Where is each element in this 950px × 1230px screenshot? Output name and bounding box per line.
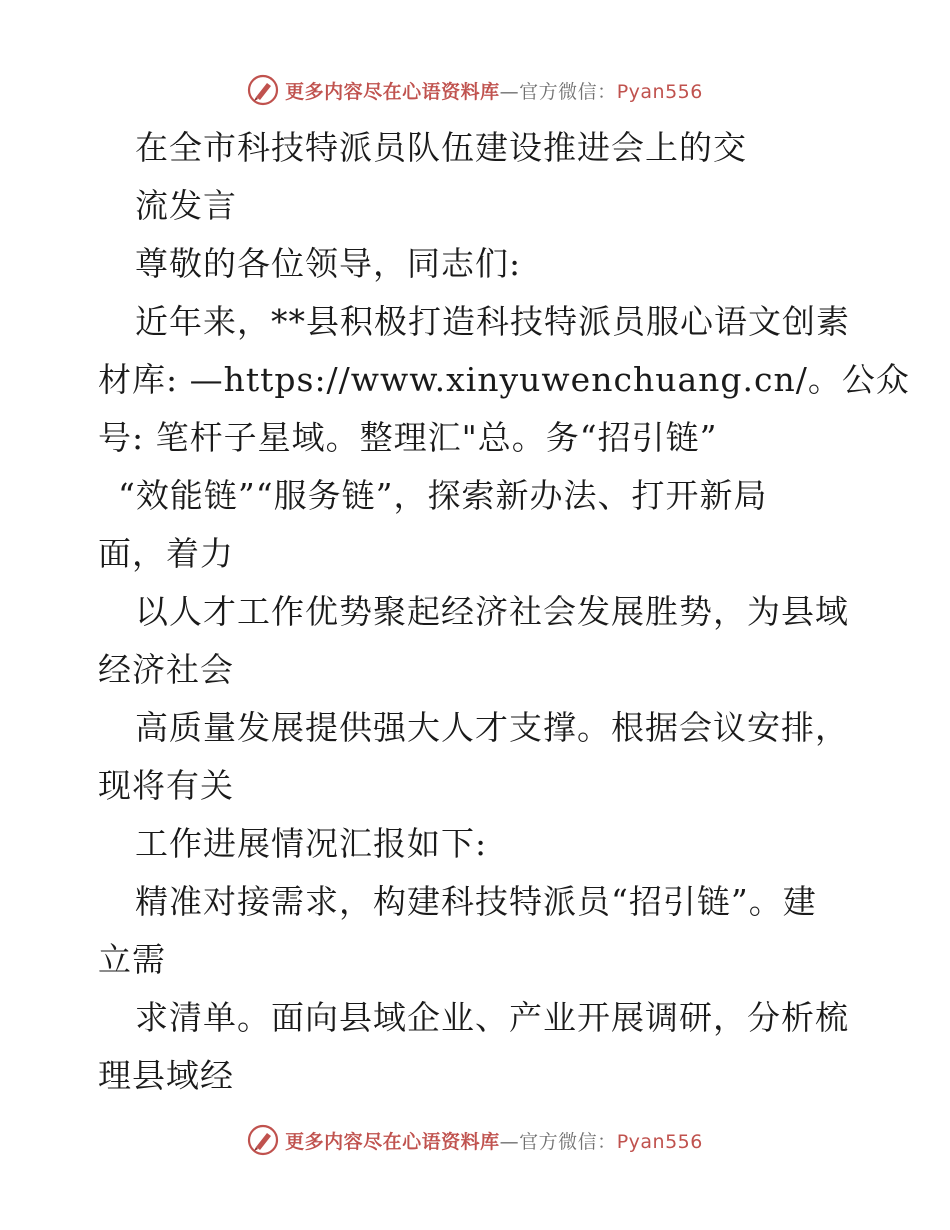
watermark-wechat-id: Pyan556 xyxy=(616,1130,703,1153)
doc-line: 尊敬的各位领导，同志们: xyxy=(135,244,522,283)
watermark-separator: — xyxy=(499,1130,520,1153)
header-watermark xyxy=(0,70,950,110)
watermark-wechat-label: 官方微信： xyxy=(519,1130,617,1153)
doc-line: 现将有关 xyxy=(98,766,234,805)
watermark-wechat-label: 官方微信： xyxy=(519,80,617,103)
doc-line: 精准对接需求，构建科技特派员“招引链”。建 xyxy=(135,882,817,921)
doc-line: 面，着力 xyxy=(98,534,234,573)
footer-watermark xyxy=(0,1120,950,1160)
doc-line: “效能链”“服务链”，探索新办法、打开新局 xyxy=(118,476,768,515)
watermark-text xyxy=(285,1127,703,1154)
watermark-text xyxy=(285,77,703,104)
doc-line: 工作进展情况汇报如下: xyxy=(135,824,488,863)
doc-line: 立需 xyxy=(98,940,166,979)
doc-line: 高质量发展提供强大人才支撑。根据会议安排， xyxy=(135,708,849,747)
doc-line: 号: 笔杆子星域。整理汇"总。务“招引链” xyxy=(98,418,718,457)
watermark-brand: 更多内容尽在心语资料库 xyxy=(285,80,500,103)
doc-line: 理县域经 xyxy=(98,1056,234,1095)
doc-line: 求清单。面向县域企业、产业开展调研，分析梳 xyxy=(135,998,849,1037)
doc-line: 材库: —https://www.xinyuwenchuang.cn/。公众 xyxy=(98,360,910,399)
watermark-separator: — xyxy=(499,80,520,103)
pen-logo-icon xyxy=(247,1124,279,1156)
doc-line: 经济社会 xyxy=(98,650,234,689)
watermark-wechat-id: Pyan556 xyxy=(616,80,703,103)
watermark-brand: 更多内容尽在心语资料库 xyxy=(285,1130,500,1153)
pen-logo-icon xyxy=(247,74,279,106)
doc-line: 流发言 xyxy=(135,186,237,225)
doc-line: 在全市科技特派员队伍建设推进会上的交 xyxy=(135,128,747,167)
doc-line: 近年来，**县积极打造科技特派员服心语文创素 xyxy=(135,302,850,341)
doc-line: 以人才工作优势聚起经济社会发展胜势，为县域 xyxy=(135,592,849,631)
